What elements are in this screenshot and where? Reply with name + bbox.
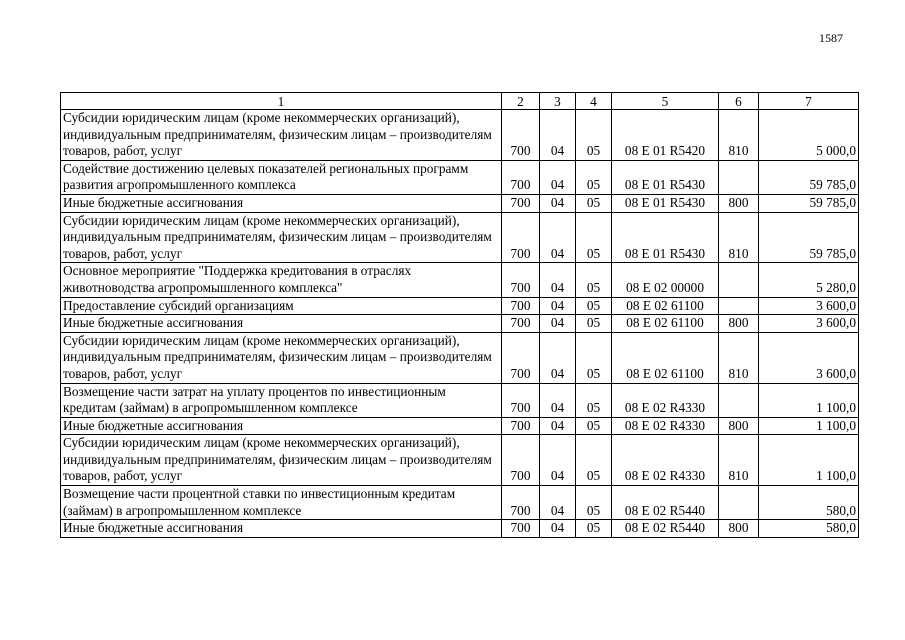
row-code-cell: 700 [502,297,540,315]
row-subsection-cell: 05 [576,212,612,263]
row-code-cell: 700 [502,315,540,333]
row-section-cell: 04 [540,435,576,486]
row-subsection-cell: 05 [576,194,612,212]
row-amount-cell: 5 000,0 [759,110,859,161]
row-name-cell: Возмещение части затрат на уплату процентов по инвестиционным кредитам (займам) в агропромышленном комплексе [61,383,502,417]
row-expense-type-cell: 810 [719,110,759,161]
row-subsection-cell: 05 [576,383,612,417]
column-header: 2 [502,93,540,110]
row-code-cell: 700 [502,194,540,212]
header-row [61,93,859,110]
row-subsection-cell: 05 [576,332,612,383]
row-target-article-cell: 08 Е 01 R5430 [612,212,719,263]
row-code-cell: 700 [502,435,540,486]
row-subsection-cell: 05 [576,297,612,315]
row-amount-cell: 59 785,0 [759,194,859,212]
row-name-cell: Иные бюджетные ассигнования [61,315,502,333]
row-name-cell: Иные бюджетные ассигнования [61,417,502,435]
table-row [61,486,859,520]
row-expense-type-cell: 810 [719,435,759,486]
table-row [61,297,859,315]
row-expense-type-cell: 810 [719,212,759,263]
row-target-article-cell: 08 Е 01 R5430 [612,160,719,194]
row-target-article-cell: 08 Е 02 R4330 [612,417,719,435]
table-row [61,435,859,486]
column-header: 1 [61,93,502,110]
row-section-cell: 04 [540,297,576,315]
row-section-cell: 04 [540,194,576,212]
row-code-cell: 700 [502,332,540,383]
row-section-cell: 04 [540,332,576,383]
row-expense-type-cell: 800 [719,194,759,212]
row-code-cell: 700 [502,383,540,417]
row-target-article-cell: 08 Е 02 R5440 [612,486,719,520]
row-code-cell: 700 [502,263,540,297]
row-target-article-cell: 08 Е 02 61100 [612,315,719,333]
row-expense-type-cell: 800 [719,520,759,538]
row-expense-type-cell: 810 [719,332,759,383]
row-subsection-cell: 05 [576,520,612,538]
row-subsection-cell: 05 [576,263,612,297]
table-row [61,263,859,297]
row-subsection-cell: 05 [576,417,612,435]
row-name-cell: Субсидии юридическим лицам (кроме некоммерческих организаций), индивидуальным предпринимателям, физическим лицам – производителям товаров, работ, услуг [61,212,502,263]
row-amount-cell: 3 600,0 [759,332,859,383]
row-section-cell: 04 [540,417,576,435]
row-section-cell: 04 [540,486,576,520]
row-amount-cell: 580,0 [759,520,859,538]
row-section-cell: 04 [540,263,576,297]
table-row [61,110,859,161]
row-name-cell: Иные бюджетные ассигнования [61,520,502,538]
row-name-cell: Иные бюджетные ассигнования [61,194,502,212]
row-target-article-cell: 08 Е 02 R5440 [612,520,719,538]
column-header: 4 [576,93,612,110]
row-section-cell: 04 [540,212,576,263]
row-target-article-cell: 08 Е 01 R5420 [612,110,719,161]
row-target-article-cell: 08 Е 01 R5430 [612,194,719,212]
row-target-article-cell: 08 Е 02 61100 [612,297,719,315]
table-row [61,332,859,383]
row-name-cell: Основное мероприятие "Поддержка кредитования в отраслях животноводства агропромышленного комплекса" [61,263,502,297]
row-expense-type-cell [719,263,759,297]
row-subsection-cell: 05 [576,435,612,486]
row-section-cell: 04 [540,160,576,194]
column-header: 7 [759,93,859,110]
row-subsection-cell: 05 [576,315,612,333]
column-header: 3 [540,93,576,110]
row-expense-type-cell [719,160,759,194]
row-code-cell: 700 [502,486,540,520]
row-amount-cell: 1 100,0 [759,417,859,435]
row-section-cell: 04 [540,315,576,333]
column-header: 6 [719,93,759,110]
row-name-cell: Предоставление субсидий организациям [61,297,502,315]
row-amount-cell: 3 600,0 [759,297,859,315]
row-name-cell: Субсидии юридическим лицам (кроме некоммерческих организаций), индивидуальным предпринимателям, физическим лицам – производителям товаров, работ, услуг [61,435,502,486]
column-header: 5 [612,93,719,110]
row-amount-cell: 59 785,0 [759,160,859,194]
row-amount-cell: 59 785,0 [759,212,859,263]
row-code-cell: 700 [502,110,540,161]
row-amount-cell: 3 600,0 [759,315,859,333]
row-amount-cell: 5 280,0 [759,263,859,297]
row-name-cell: Содействие достижению целевых показателей региональных программ развития агропромышленного комплекса [61,160,502,194]
table-row [61,160,859,194]
row-expense-type-cell [719,297,759,315]
row-name-cell: Субсидии юридическим лицам (кроме некоммерческих организаций), индивидуальным предпринимателям, физическим лицам – производителям товаров, работ, услуг [61,332,502,383]
table-row [61,383,859,417]
table-row [61,520,859,538]
row-target-article-cell: 08 Е 02 R4330 [612,383,719,417]
row-target-article-cell: 08 Е 02 R4330 [612,435,719,486]
row-expense-type-cell: 800 [719,417,759,435]
row-amount-cell: 580,0 [759,486,859,520]
row-amount-cell: 1 100,0 [759,383,859,417]
row-amount-cell: 1 100,0 [759,435,859,486]
table-row [61,417,859,435]
row-target-article-cell: 08 Е 02 00000 [612,263,719,297]
row-code-cell: 700 [502,160,540,194]
table-row [61,315,859,333]
row-code-cell: 700 [502,520,540,538]
row-subsection-cell: 05 [576,110,612,161]
row-section-cell: 04 [540,110,576,161]
page-number: 1587 [819,31,843,45]
row-subsection-cell: 05 [576,160,612,194]
row-section-cell: 04 [540,520,576,538]
row-target-article-cell: 08 Е 02 61100 [612,332,719,383]
row-expense-type-cell [719,486,759,520]
budget-table [60,92,859,538]
row-expense-type-cell [719,383,759,417]
row-code-cell: 700 [502,417,540,435]
table-body [61,110,859,538]
row-section-cell: 04 [540,383,576,417]
row-name-cell: Субсидии юридическим лицам (кроме некоммерческих организаций), индивидуальным предпринимателям, физическим лицам – производителям товаров, работ, услуг [61,110,502,161]
table-row [61,194,859,212]
row-subsection-cell: 05 [576,486,612,520]
row-name-cell: Возмещение части процентной ставки по инвестиционным кредитам (займам) в агропромышленном комплексе [61,486,502,520]
table-row [61,212,859,263]
row-expense-type-cell: 800 [719,315,759,333]
row-code-cell: 700 [502,212,540,263]
